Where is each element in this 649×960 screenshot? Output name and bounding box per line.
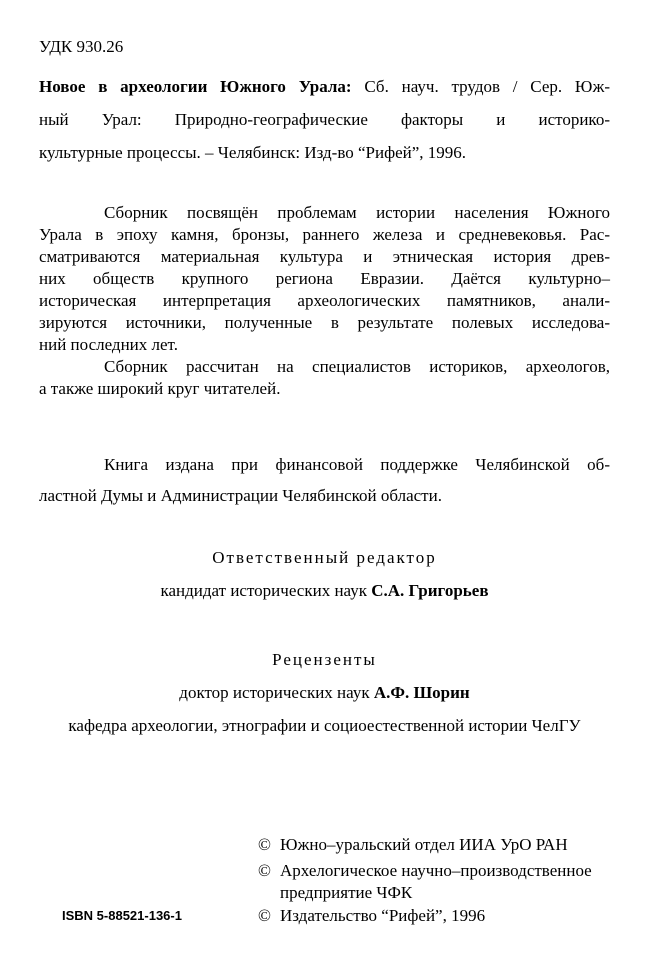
bib-line-1-rest: Сб. науч. трудов / Сер. Юж- (364, 77, 611, 96)
reviewer-line (0, 680, 649, 706)
copyright-holder: Южно–уральский отдел ИИА УрО РАН (280, 835, 568, 854)
udk-code: УДК 930.26 (39, 37, 124, 56)
copyright-line (258, 859, 592, 883)
funding-line: ластной Думы и Администрации Челябинской области. (39, 486, 442, 505)
isbn: ISBN 5-88521-136-1 (62, 908, 182, 923)
bib-line-3: культурные процессы. – Челябинск: Изд-во “Рифей”, 1996. (39, 143, 467, 162)
abstract-line: историческая интерпретация археологических памятников, анали- (39, 291, 610, 310)
copyright-continuation: предприятие ЧФК (280, 883, 413, 902)
editor-name: С.А. Григорьев (371, 581, 489, 600)
abstract-line: а также широкий круг читателей. (39, 379, 281, 398)
editor-line (0, 578, 649, 604)
bib-line-2: ный Урал: Природно-географические факторы и историко- (39, 110, 610, 129)
copyright-icon: © (258, 835, 271, 854)
editor-heading: Ответственный редактор (212, 548, 437, 567)
abstract-line: них обществ крупного региона Евразии. Даётся культурно– (39, 269, 610, 288)
abstract-line: зируются источники, полученные в результате полевых исследова- (39, 313, 610, 332)
abstract-line: сматриваются материальная культура и этническая история древ- (39, 247, 610, 266)
copyright-icon: © (258, 906, 271, 925)
reviewer-degree: доктор исторических наук (179, 683, 370, 702)
book-title: Новое в археологии Южного Урала: (39, 77, 352, 96)
copyright-holder: Архелогическое научно–производственное (280, 861, 592, 880)
reviewers-heading: Рецензенты (272, 650, 377, 669)
abstract-line: Сборник рассчитан на специалистов историков, археологов, (104, 357, 610, 376)
reviewer-name: А.Ф. Шорин (373, 683, 470, 702)
copyright-line (258, 833, 568, 857)
funding-line: Книга издана при финансовой поддержке Челябинской об- (104, 455, 610, 474)
abstract-line: Урала в эпоху камня, бронзы, раннего железа и средневековья. Рас- (39, 225, 610, 244)
reviewer-department: кафедра археологии, этнографии и социоестественной истории ЧелГУ (68, 716, 581, 735)
copyright-holder: Издательство “Рифей”, 1996 (280, 906, 486, 925)
abstract-line: Сборник посвящён проблемам истории населения Южного (104, 203, 610, 222)
abstract-line: ний последних лет. (39, 335, 178, 354)
copyright-icon: © (258, 861, 271, 880)
bib-line-1 (39, 74, 610, 100)
copyright-line (258, 904, 485, 928)
editor-degree: кандидат исторических наук (160, 581, 367, 600)
